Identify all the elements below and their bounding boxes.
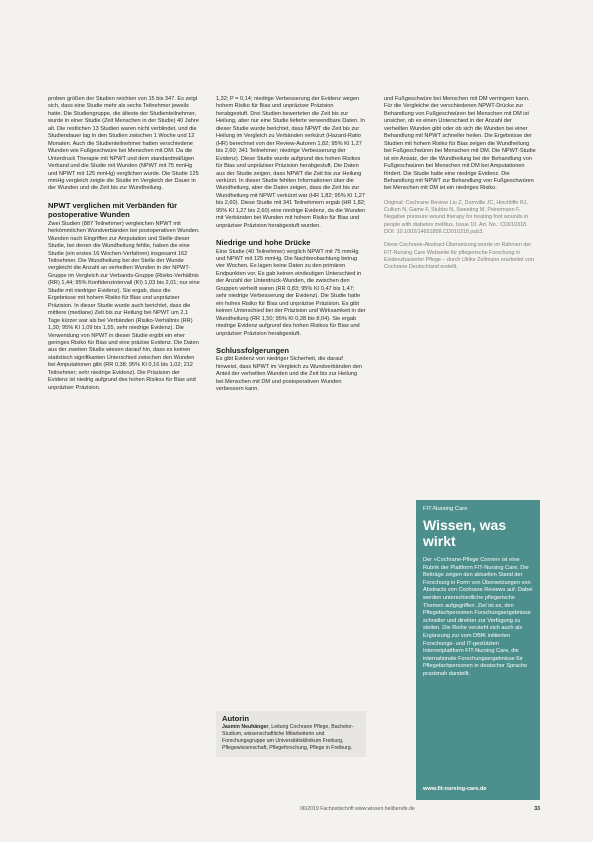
translation-note: Diese Cochrane-Abstract-Übersetzung wurde im Rahmen der FIT-Nursing Care Webseite für pflegerische Forschung in Evidenzbasierter Pflege – durch Ulrike Zellmann erarbeitet von Cochrane Deutschland erstellt. xyxy=(384,242,534,271)
section-heading: Schlussfolgerungen xyxy=(216,346,289,355)
source-citation: Original: Cochrane Review Liu Z, Dumville JC, Hinchliffe RJ, Cullum N, Game F, Stubbs N, Sweeting M, Peinemann F. Negative pressure wound therapy for treating foot wounds in people with diabetes mellitus. Issue 10. Art. No.: CD010318. DOI: 10.1002/14651858.CD010318.pub3. xyxy=(384,199,529,236)
author-box xyxy=(216,711,366,757)
paragraph: und Fußgeschwüre bei Menschen mit DM verringern kann. Für die Vergleiche der verschiedenen NPWT-Drücke zur Behandlung von Fußgeschwüren bei Menschen mit DM ist unsicher, ob es einen Unterschied in der Anzahl der verheilten Wunden gibt oder ob sich die Wunden bei einer Behandlung mit NPWT schneller heilen. Die Ergebnisse der Studien mit hohem Risiko für Bias zeigen die Wundheilung bei Fußgeschwüren bei Menschen mit DM. Die NPWT-Studie ist ein Ansatz, der die Wundheilung bei der Behandlung von Fußgeschwüren bei Menschen mit DM bei Amputationen fördert. Die Studie hatte eine niedrige Evidenz. Die Behandlung mit NPWT zur Behandlung von Fußgeschwüren bei Menschen mit DM ist ein niedriges Risiko. xyxy=(384,96,536,192)
author-description: , Leitung Cochrane Pflege, Bachelor-Studium, wissenschaftliche Mitarbeiterin und Forschungsgruppe am Universitätsklinikum Freiburg, Pflegewissenschaft, Pflegeforschung, Pflege in Freiburg. xyxy=(222,724,354,751)
section-heading: NPWT verglichen mit Verbänden für postoperative Wunden xyxy=(48,200,178,220)
promo-body: Der »Cochrane-Pflege Corner« ist eine Rubrik der Plattform FIT-Nursing Care. Die Beiträge zeigen den aktuellen Stand der Forschung in Form von Übersetzungen von Abstracts von Cochrane Reviews auf. Dabei werden unterschiedliche pflegerische Themen aufgegriffen. Ziel ist es, den Pflegefachpersonen Forschungsergebnisse schneller und direkter zur Verfügung zu stellen. Die Reihe versteht sich auch als Ergänzung zur vom DBfK initiierten Forschungs- und IT-gestützten Internetplattform FIT-Nursing Care, die internationale Forschungsergebnisse für Pflegefachpersonen in deutscher Sprache praxisnah darstellt. xyxy=(423,557,533,677)
promo-url-link[interactable]: www.fit-nursing-care.de xyxy=(423,786,487,792)
page-number: 33 xyxy=(534,806,540,812)
author-title: Autorin xyxy=(222,714,249,723)
column-middle xyxy=(216,96,366,396)
promo-kicker: FIT-Nursing Care xyxy=(423,506,468,512)
column-right xyxy=(384,96,536,278)
section-heading: Niedrige und hohe Drücke xyxy=(216,238,311,248)
paragraph: Eine Studie (40 Teilnehmer) verglich NPWT mit 75 mmHg und NPWT mit 125 mmHg. Die Nachbeobachtung betrug vier Wochen. Es lagen keine Daten zu den primären Endpunkten vor. Es gab keinen eindeutigen Unterschied in der Anzahl der Unterdruck-Wunden, die zwischen den Gruppen verheilt waren (RR 0,83; 95% KI 0,47 bis 1,47; sehr niedrige Verbesserung der Evidenz). Die Studie hatte ein hohes Risiko für Bias und unpräzise Präzision. Es gibt keinen Unterschied bei der Präzision und Wirksamkeit in der Wundheilung (RR 1,50; 95% KI 0,28 bis 8,04). Sie ergab niedrige Evidenz aufgrund des hohen Risikos für Bias und unpräziser Präzision herabgestuft. xyxy=(216,248,366,337)
footer-text: 06/2019 Fachzeitschrift www.wissen.heilberufe.de xyxy=(300,806,415,812)
promo-box xyxy=(416,500,540,800)
paragraph: 1,32; P = 0,14; niedrige Verbesserung der Evidenz wegen hohem Risiko für Bias und unpräziser Präzision herabgestuft. Drei Studien bewerteten die Zeit bis zur Heilung, aber nur eine Studie lieferte verwendbare Daten. In dieser Studie wurde berichtet, dass NPWT die Zeit bis zur Heilung im Vergleich zu Verbänden verkürzt (Hazard-Ratio (HR) berechnet von der Review-Autoren 1,82; 95% KI 1,27 bis 2,60; 341 Teilnehmer; niedrige Verbesserung der Evidenz). Diese Studie wurde aufgrund des hohen Risikos für Bias und unpräziser Präzision herabgestuft. Die Daten aus der Studie zeigen, dass NPWT die Zeit bis zur Heilung verkürzt. In dieser Studie fehlten Informationen über die Wundheilung, aber die Daten zeigen, dass die Zeit bis zur Wundheilung mit NPWT verkürzt war (HR 1,82; 95% KI 1,27 bis 2,60). Diese Studie mit 341 Teilnehmern ergab (HR 1,82; 95% KI 1,27 bis 2,60) eine niedrige Evidenz, da die Wunden mit Verbänden bei Wunden mit hohem Risiko für Bias und unpräziser Präzision herabgestuft wurden. xyxy=(216,96,366,229)
promo-title: Wissen, was wirkt xyxy=(423,517,507,549)
column-left xyxy=(48,96,200,394)
author-text xyxy=(222,724,360,752)
source-notes xyxy=(384,200,536,272)
paragraph: Zwei Studien (887 Teilnehmer) vergleichen NPWT mit herkömmlichen Wundverbänden bei postoperativen Wunden. Wunden nach Eingriffen zur Amputation und Stelle dieser Studie, bei denen die Wundheilung fehlte, haben die eine Studie (ein erstes 16 Wochen-Verfahren) insgesamt 162 Teilnehmer. Die Wundheilung bei der Stelle der Wunde vergleicht die Anzahl an verheilten Wunden in der NPWT-Gruppe im Vergleich zur Verbands-Gruppe (Risiko-Verhältnis (RR) 1,44; 95% Konfidenzintervall (KI) 1,03 bis 2,01; nur eine Studie mit niedriger Evidenz). Sie ergab, dass die Ergebnisse mit hohem Risiko für Bias und unpräziser Präzision. In dieser Studie wurde auch berichtet, dass die mittlere (mediane) Zeit bis zur Heilung bei NPWT um 2,1 Tage kürzer war als bei Verbänden (Risiko-Verhältnis (RR) 1,30; 95% KI 1,09 bis 1,55, sehr niedrige Evidenz). Die Verwendung von NPWT in dieser Studie ergibt ein eher geringes Risiko für Bias und eine präzise Evidenz. Die Daten aus der zweiten Studie wiesen darauf hin, dass es keinen statistisch signifikanten Unterschied zwischen den Wunden bei Amputationen gibt (RR 0,38; 95% KI 0,16 bis 1,02; 212 Teilnehmer; sehr niedrige Evidenz). Die Präzision der Evidenz ist niedrig aufgrund des hohen Risikos für Bias und unpräziser Präzision. xyxy=(48,220,200,391)
paragraph: proben größen der Studien reichten von 15 bis 347. Es zeigt sich, dass eine Studie mehr als sechs Teilnehmer jeweils hatte. Die Studiengruppe, die älteste der Studienteilnehmer, wurde in einer Studie (Zeit Menschen in der Studie) 40 Jahre alt. Die restlichen 13 Studien waren nicht verblindet, und die Studiendauer lag in den Studien zwischen 1 Woche und 12 Monaten. Auch die Studienteilnehmer hatten verschiedene Wunden wie Fußgeschwüre bei Menschen mit DM. Da die Unterdruck Therapie mit NPWT und dem standardmäßigen Verband und die Studie mit Wunden (NPWT mit 75 mmHg und NPWT mit 125 mmHg) verglichen wurde. Die Studie 125 mmHg vergleich zeigte die Studie im Vergleich der Dauer in der Wunden und die Zeit bis zur Wundheilung. xyxy=(48,96,199,192)
page-footer xyxy=(300,806,540,812)
author-name: Jasmin Neuhänger xyxy=(222,724,269,730)
paragraph: Es gibt Evidenz von niedriger Sicherheit, die darauf hinweist, dass NPWT im Vergleich zu Wundverbänden den Anteil der verheilten Wunden und die Zeit bis zur Heilung bei Menschen mit DM und postoperativen Wunden verbessern kann. xyxy=(216,356,362,393)
